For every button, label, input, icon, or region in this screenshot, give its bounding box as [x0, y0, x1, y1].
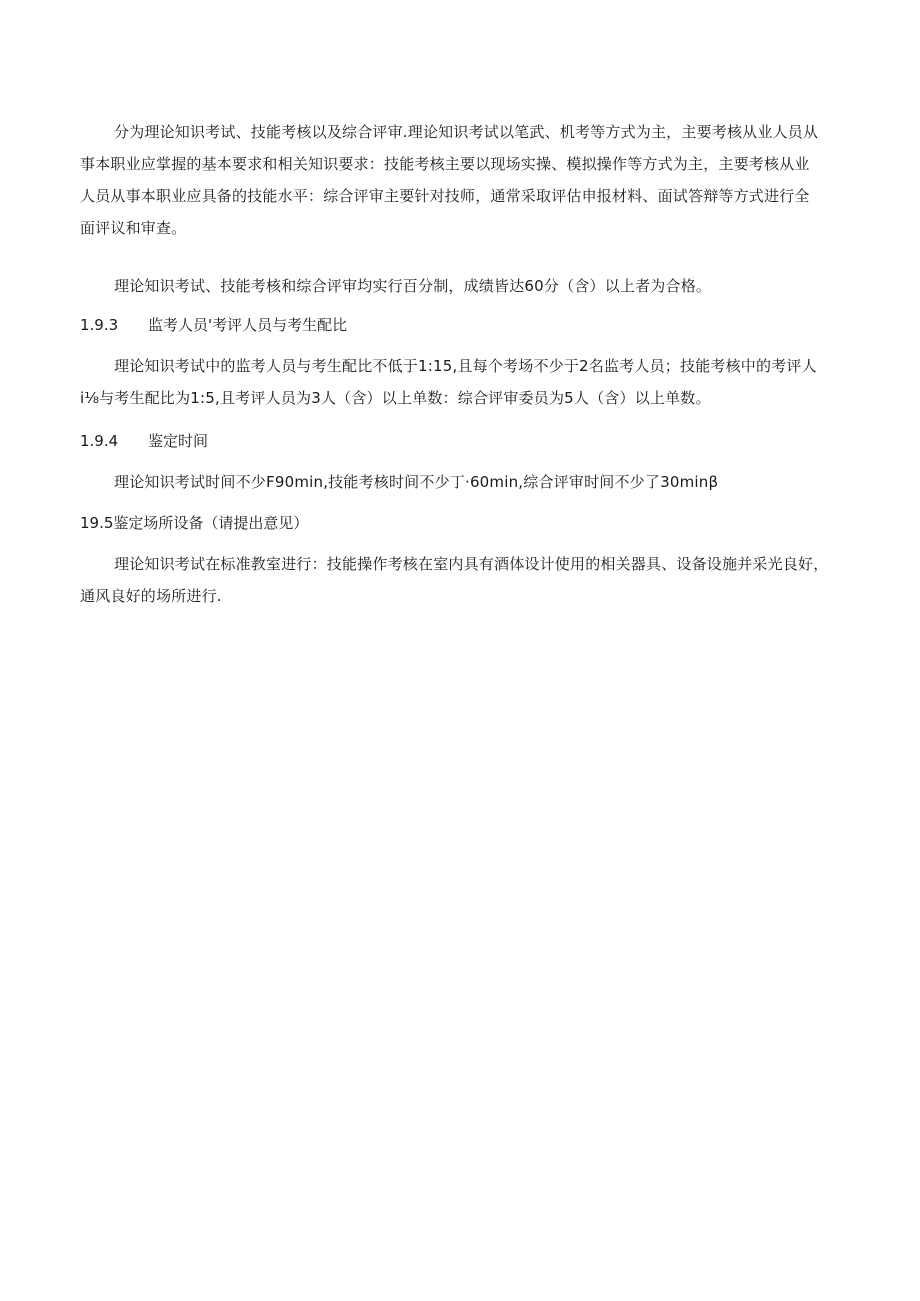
section-title: 监考人员'考评人员与考生配比	[148, 316, 348, 334]
section-heading-1-9-5	[80, 512, 308, 534]
assessment-time-paragraph	[80, 466, 840, 498]
section-number: 1.9.4	[80, 432, 119, 450]
staff-ratio-paragraph	[80, 350, 840, 414]
assessment-method-paragraph	[80, 116, 840, 244]
text-line: 理论知识考试在标准教室进行：技能操作考核在室内具有酒体设计使用的相关器具、设备设施并采光良好，	[114, 555, 829, 573]
section-heading-1-9-3	[80, 314, 347, 336]
text-line: 人员从事本职业应具备的技能水平：综合评审主要针对技师，通常采取评估申报材料、面试答辩等方式进行全	[80, 187, 810, 205]
section-number: 1.9.3	[80, 316, 119, 334]
venue-equipment-paragraph	[80, 548, 840, 612]
text-line: i⅛与考生配比为1:5,且考评人员为3人（含）以上单数：综合评审委员为5人（含）以上单数。	[80, 389, 711, 407]
text-line: 理论知识考试、技能考核和综合评审均实行百分制，成绩皆达60分（含）以上者为合格。	[114, 277, 712, 295]
text-line: 理论知识考试时间不少F90min,技能考核时间不少丁·60min,综合评审时间不少了30minβ	[114, 473, 719, 491]
scoring-paragraph	[80, 270, 840, 302]
text-line: 通风良好的场所进行.	[80, 587, 222, 605]
text-line: 理论知识考试中的监考人员与考生配比不低于1:15,且每个考场不少于2名监考人员；技能考核中的考评人	[114, 357, 817, 375]
text-line: 面评议和审查。	[80, 219, 187, 237]
section-title: 19.5鉴定场所设备（请提出意见）	[80, 514, 309, 532]
text-line: 分为理论知识考试、技能考核以及综合评审.理论知识考试以笔武、机考等方式为主，主要考核从业人员从	[114, 123, 819, 141]
text-line: 事本职业应掌握的基本要求和相关知识要求：技能考核主要以现场实操、模拟操作等方式为主，主要考核从业	[80, 155, 810, 173]
section-heading-1-9-4	[80, 430, 208, 452]
section-title: 鉴定时间	[148, 432, 209, 450]
